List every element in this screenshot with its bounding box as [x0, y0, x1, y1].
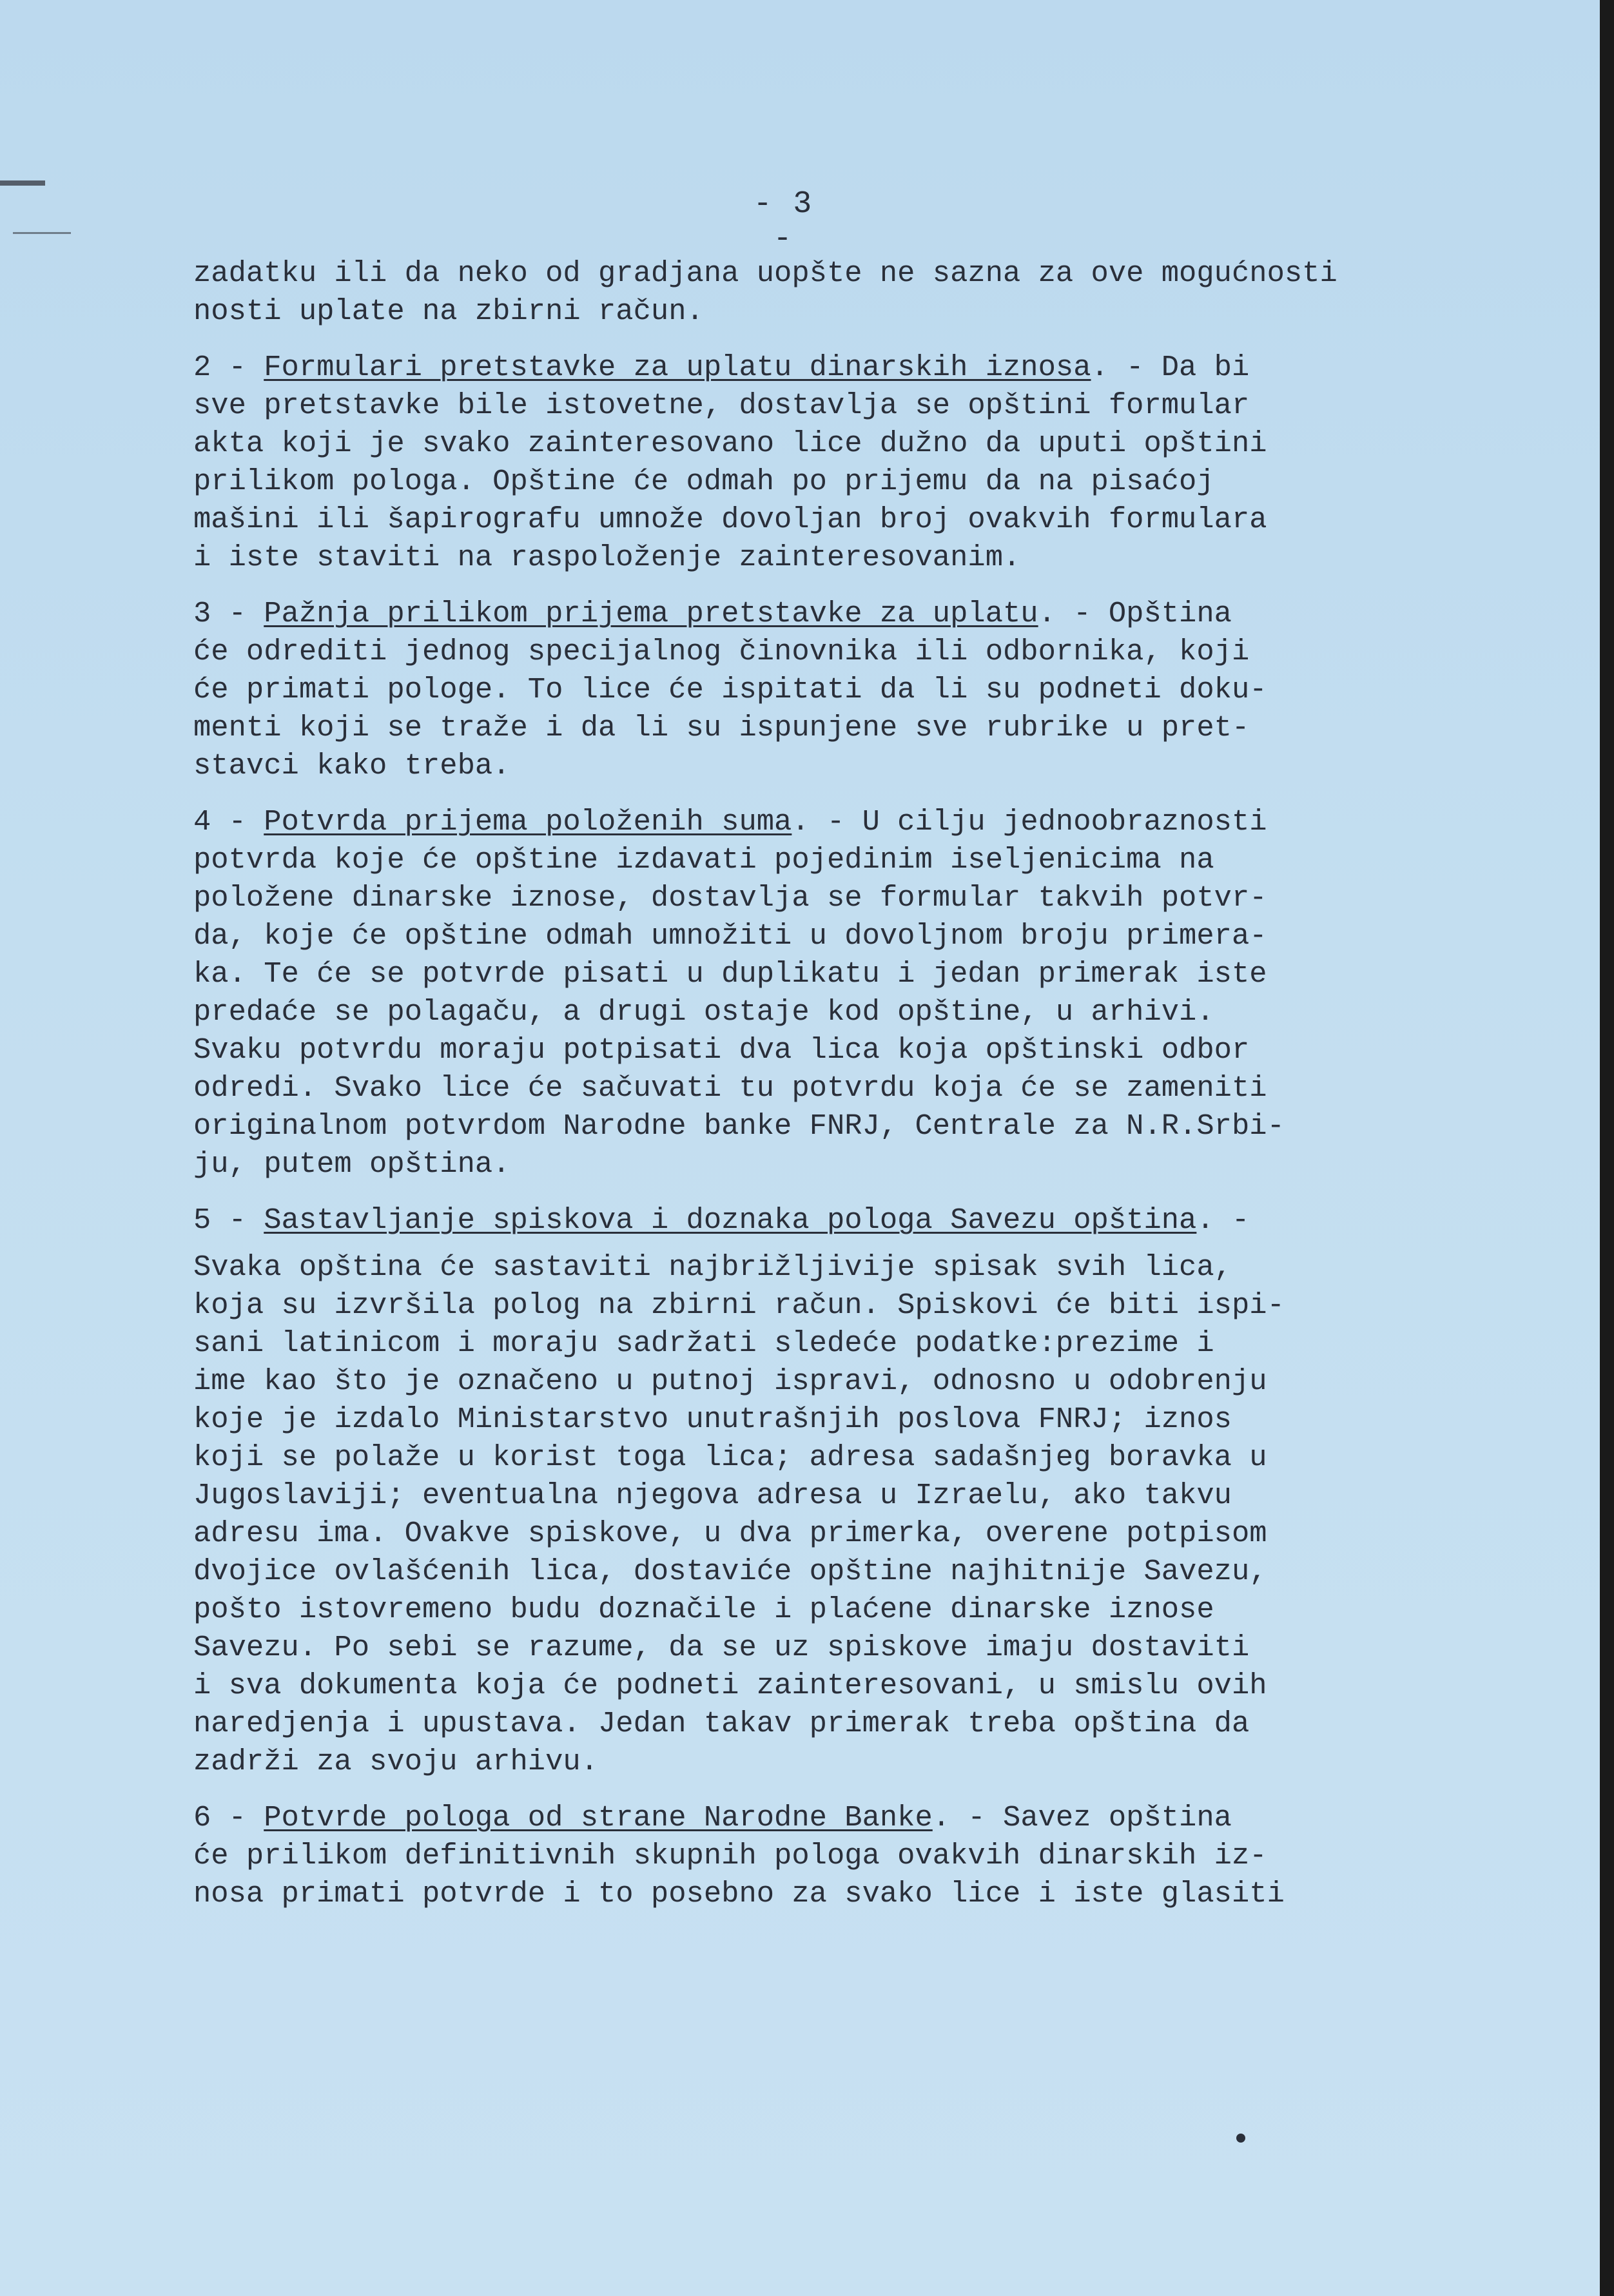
text-line: predaće se polagaču, a drugi ostaje kod opštine, u arhivi.: [193, 995, 1214, 1029]
text-line: će primati pologe. To lice će ispitati da li su podneti doku-: [193, 673, 1267, 706]
section-6: [193, 1799, 1424, 1913]
section-heading-tail: . - U cilju jednoobraznosti: [792, 805, 1267, 839]
section-number: 5 -: [193, 1203, 264, 1237]
ink-spot: [1236, 2134, 1245, 2143]
text-line: menti koji se traže i da li su ispunjene sve rubrike u pret-: [193, 711, 1250, 744]
text-line: će prilikom definitivnih skupnih pologa ovakvih dinarskih iz-: [193, 1839, 1267, 1873]
text-line: koje je izdalo Ministarstvo unutrašnjih poslova FNRJ; iznos: [193, 1403, 1232, 1436]
section-3: [193, 595, 1424, 785]
section-5: [193, 1202, 1424, 1781]
section-title: Formulari pretstavke za uplatu dinarskih iznosa: [264, 351, 1091, 384]
text-line: položene dinarske iznose, dostavlja se formular takvih potvr-: [193, 881, 1267, 915]
text-line: prilikom pologa. Opštine će odmah po prijemu da na pisaćoj: [193, 465, 1214, 498]
section-title: Sastavljanje spiskova i doznaka pologa Savezu opština: [264, 1203, 1197, 1237]
text-line: akta koji je svako zainteresovano lice dužno da uputi opštini: [193, 427, 1267, 460]
scan-mark: [13, 232, 71, 234]
text-line: Jugoslaviji; eventualna njegova adresa u Izraelu, ako takvu: [193, 1479, 1232, 1512]
section-heading-tail: . - Savez opština: [932, 1801, 1232, 1834]
section-number: 2 -: [193, 351, 264, 384]
text-line: i sva dokumenta koja će podneti zainteresovani, u smislu ovih: [193, 1669, 1267, 1702]
scan-edge: [1600, 0, 1614, 2296]
text-line: potvrda koje će opštine izdavati pojedinim iseljenicima na: [193, 843, 1214, 877]
scan-mark: [0, 180, 45, 186]
text-line: nosti uplate na zbirni račun.: [193, 295, 704, 328]
section-heading-tail: . -: [1196, 1203, 1250, 1237]
text-line: ka. Te će se potvrde pisati u duplikatu i jedan primerak iste: [193, 957, 1267, 991]
text-line: da, koje će opštine odmah umnožiti u dovoljnom broju primera-: [193, 919, 1267, 953]
section-heading-line: [193, 1202, 1424, 1240]
intro-paragraph: [193, 255, 1424, 331]
text-line: zadrži za svoju arhivu.: [193, 1745, 599, 1778]
text-line: pošto istovremeno budu doznačile i plaćene dinarske iznose: [193, 1593, 1214, 1626]
text-line: stavci kako treba.: [193, 749, 510, 783]
section-heading-line: [193, 1799, 1424, 1837]
section-heading-line: [193, 595, 1424, 633]
text-line: će odrediti jednog specijalnog činovnika ili odbornika, koji: [193, 635, 1250, 668]
text-line: zadatku ili da neko od gradjana uopšte ne sazna za ove mogućnosti: [193, 257, 1337, 290]
text-line: Svaku potvrdu moraju potpisati dva lica koja opštinski odbor: [193, 1033, 1250, 1067]
text-line: originalnom potvrdom Narodne banke FNRJ, Centrale za N.R.Srbi-: [193, 1109, 1285, 1143]
text-line: Savezu. Po sebi se razume, da se uz spiskove imaju dostaviti: [193, 1631, 1250, 1664]
text-line: nosa primati potvrde i to posebno za svako lice i iste glasiti: [193, 1877, 1285, 1911]
text-line: sani latinicom i moraju sadržati sledeće podatke:prezime i: [193, 1327, 1214, 1360]
text-line: i iste staviti na raspoloženje zainteresovanim.: [193, 541, 1021, 574]
section-2: [193, 349, 1424, 577]
section-title: Pažnja prilikom prijema pretstavke za uplatu: [264, 597, 1038, 630]
section-heading-tail: . - Da bi: [1091, 351, 1250, 384]
section-heading-line: [193, 349, 1424, 387]
text-line: odredi. Svako lice će sačuvati tu potvrdu koja će se zameniti: [193, 1071, 1267, 1105]
document-body: [193, 255, 1424, 1913]
section-heading-tail: . - Opština: [1038, 597, 1232, 630]
text-line: adresu ima. Ovakve spiskove, u dva primerka, overene potpisom: [193, 1517, 1267, 1550]
text-line: koji se polaže u korist toga lica; adresa sadašnjeg boravka u: [193, 1441, 1267, 1474]
section-number: 4 -: [193, 805, 264, 839]
text-line: koja su izvršila polog na zbirni račun. Spiskovi će biti ispi-: [193, 1289, 1285, 1322]
text-line: ju, putem opština.: [193, 1147, 510, 1181]
section-4: [193, 803, 1424, 1183]
section-title: Potvrde pologa od strane Narodne Banke: [264, 1801, 933, 1834]
section-title: Potvrda prijema položenih suma: [264, 805, 792, 839]
text-line: Svaka opština će sastaviti najbrižljivije spisak svih lica,: [193, 1250, 1232, 1284]
text-line: mašini ili šapirografu umnože dovoljan broj ovakvih formulara: [193, 503, 1267, 536]
text-line: naredjenja i upustava. Jedan takav primerak treba opština da: [193, 1707, 1250, 1740]
section-number: 6 -: [193, 1801, 264, 1834]
section-number: 3 -: [193, 597, 264, 630]
text-line: dvojice ovlašćenih lica, dostaviće opštine najhitnije Savezu,: [193, 1555, 1267, 1588]
text-line: sve pretstavke bile istovetne, dostavlja se opštini formular: [193, 389, 1250, 422]
section-heading-line: [193, 803, 1424, 841]
page-number: - 3 -: [753, 187, 813, 257]
text-line: ime kao što je označeno u putnoj ispravi, odnosno u odobrenju: [193, 1365, 1267, 1398]
